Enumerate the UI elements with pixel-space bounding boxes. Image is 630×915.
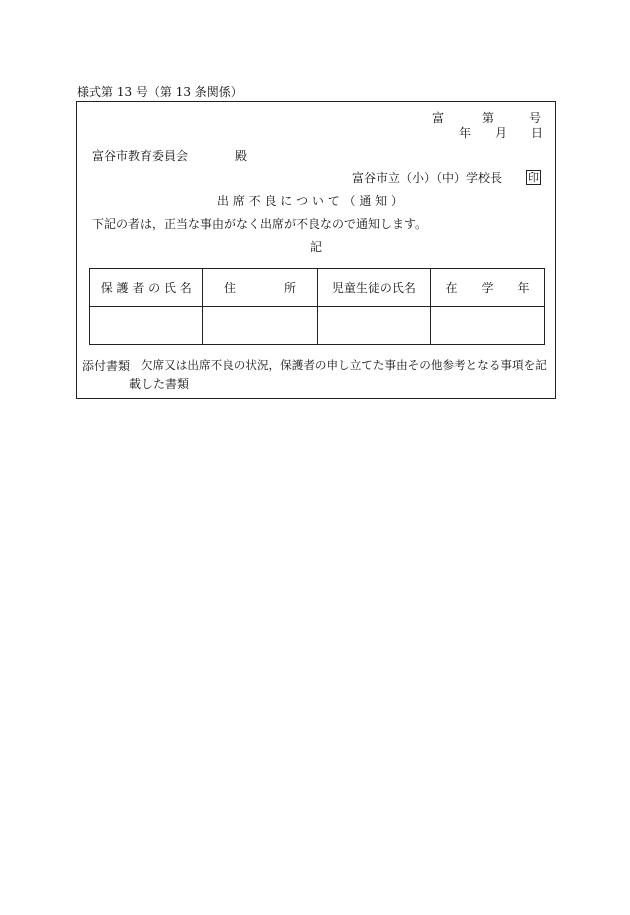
table-header-row — [90, 269, 545, 307]
cell-address — [203, 307, 317, 345]
doc-number-dai: 第 — [482, 111, 495, 125]
header-student-name: 児童生徒の氏名 — [317, 269, 430, 307]
addressee-name: 富谷市教育委員会 — [92, 149, 189, 163]
attachment-label: 添付書類 — [82, 359, 131, 373]
header-grade: 在 学 年 — [431, 269, 545, 307]
cell-guardian-name — [90, 307, 203, 345]
table-row — [90, 307, 545, 345]
header-address: 住 所 — [203, 269, 317, 307]
seal-wrapper — [526, 170, 541, 185]
student-info-table — [89, 268, 545, 345]
notice-body-text: 下記の者は，正当な事由がなく出席が不良なので通知します。 — [92, 217, 428, 231]
attachment-text-line2: 載した書類 — [129, 377, 190, 391]
notice-title: 出 席 不 良 に つ い て （ 通 知 ） — [217, 194, 403, 208]
attachment-text-line1: 欠席又は出席不良の状況，保護者の申し立てた事由その他参考となる事項を記 — [141, 358, 547, 372]
sender-title: 富谷市立（小）（中）学校長 — [352, 171, 503, 185]
date-month: 月 — [495, 126, 508, 140]
addressee-honorific: 殿 — [235, 149, 248, 163]
date-year: 年 — [459, 126, 472, 140]
header-guardian-name: 保 護 者 の 氏 名 — [90, 269, 203, 307]
cell-student-name — [317, 307, 430, 345]
cell-grade — [431, 307, 545, 345]
doc-number-prefix: 富 — [432, 111, 445, 125]
form-number-label: 様式第 13 号（第 13 条関係） — [77, 85, 243, 99]
seal-mark: 印 — [528, 171, 539, 184]
date-day: 日 — [531, 126, 544, 140]
ki-mark: 記 — [310, 240, 323, 254]
notice-form — [76, 101, 556, 399]
doc-number-go: 号 — [529, 111, 542, 125]
